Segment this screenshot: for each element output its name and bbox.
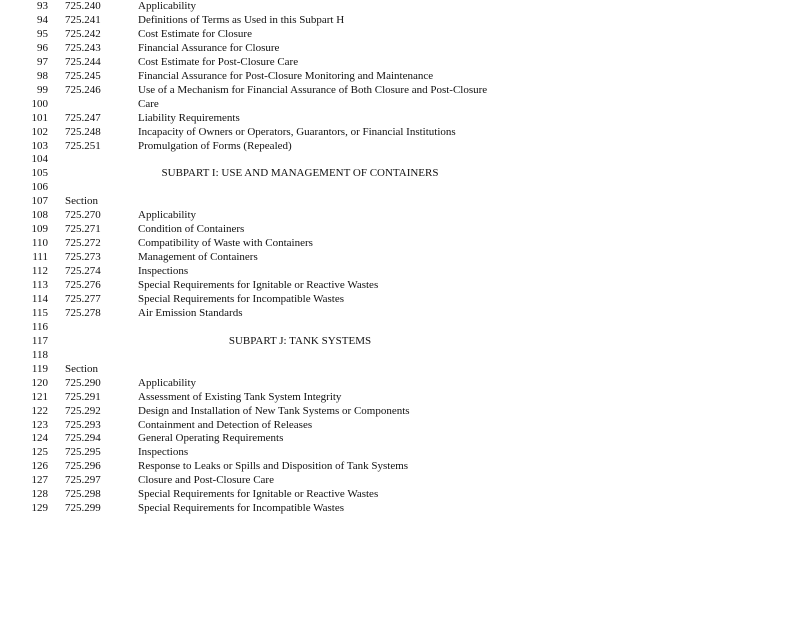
section-title: Air Emission Standards xyxy=(138,306,243,319)
section-title: Cost Estimate for Post-Closure Care xyxy=(138,55,299,68)
section-title: Incapacity of Owners or Operators, Guarantors, or Financial Institutions xyxy=(138,125,456,138)
document-line xyxy=(0,334,800,348)
document-line xyxy=(0,139,800,153)
line-number: 113 xyxy=(31,279,48,291)
section-title: Applicability xyxy=(138,209,197,222)
line-number: 99 xyxy=(37,83,48,96)
section-title: Applicability xyxy=(138,376,197,389)
section-title: Design and Installation of New Tank Systems or Components xyxy=(138,404,410,417)
line-number: 118 xyxy=(31,348,48,361)
section-number: 725.244 xyxy=(65,55,101,68)
document-line xyxy=(0,236,800,250)
document-line xyxy=(0,445,800,459)
document-line xyxy=(0,0,800,13)
section-title: Special Requirements for Ignitable or Reactive Wastes xyxy=(138,279,379,291)
document-line xyxy=(0,83,800,97)
document-line xyxy=(0,41,800,55)
section-title: Financial Assurance for Closure xyxy=(138,41,280,54)
document-line xyxy=(0,501,800,515)
section-number: 725.245 xyxy=(65,69,101,82)
document-line xyxy=(0,278,800,292)
document-line xyxy=(0,376,800,390)
subpart-heading: SUBPART I: USE AND MANAGEMENT OF CONTAINERS xyxy=(161,167,439,180)
line-number: 119 xyxy=(31,362,48,375)
section-number: Section xyxy=(65,195,98,208)
section-title: Response to Leaks or Spills and Disposition of Tank Systems xyxy=(138,460,409,473)
document-line xyxy=(0,13,800,27)
document-line xyxy=(0,473,800,487)
line-number: 107 xyxy=(31,195,48,208)
document-line xyxy=(0,459,800,473)
document-line xyxy=(0,250,800,264)
section-number: 725.248 xyxy=(65,125,101,138)
subpart-heading: SUBPART J: TANK SYSTEMS xyxy=(228,334,372,347)
section-number: 725.241 xyxy=(65,13,101,26)
line-number: 108 xyxy=(31,209,48,222)
line-number: 110 xyxy=(31,237,48,250)
section-title: Cost Estimate for Closure xyxy=(138,27,252,40)
document-line xyxy=(0,111,800,125)
line-number: 128 xyxy=(31,488,48,501)
section-number: 725.277 xyxy=(65,292,101,305)
line-number: 98 xyxy=(37,69,48,82)
section-number: 725.292 xyxy=(65,404,101,417)
document-line xyxy=(0,152,800,166)
section-title: Assessment of Existing Tank System Integrity xyxy=(138,390,342,403)
section-title: Applicability xyxy=(138,0,197,12)
line-number: 93 xyxy=(37,0,48,12)
section-number: 725.296 xyxy=(65,460,101,473)
line-number: 100 xyxy=(31,97,48,110)
section-number: 725.294 xyxy=(65,432,101,445)
line-number: 101 xyxy=(31,111,48,124)
document-line xyxy=(0,306,800,320)
line-number: 109 xyxy=(31,223,48,236)
section-number: 725.242 xyxy=(65,27,101,40)
section-title: Management of Containers xyxy=(138,251,258,264)
section-title: Inspections xyxy=(138,265,189,278)
section-title: Containment and Detection of Releases xyxy=(138,418,313,431)
line-number: 126 xyxy=(31,460,48,473)
section-number: 725.290 xyxy=(65,376,101,389)
section-number: 725.240 xyxy=(65,0,101,12)
document-line xyxy=(0,194,800,208)
line-number: 95 xyxy=(37,27,48,40)
section-title: Condition of Containers xyxy=(138,223,245,236)
section-number: 725.293 xyxy=(65,418,101,431)
line-number: 102 xyxy=(31,125,48,138)
line-number: 115 xyxy=(31,306,48,319)
line-number: 117 xyxy=(31,334,48,347)
section-title: Use of a Mechanism for Financial Assurance of Both Closure and Post-Closure xyxy=(138,83,488,96)
section-number: 725.291 xyxy=(65,390,101,403)
section-number: 725.278 xyxy=(65,306,101,319)
line-number: 129 xyxy=(31,502,48,515)
section-title: Care xyxy=(138,97,159,110)
section-number: 725.271 xyxy=(65,223,101,236)
document-line xyxy=(0,27,800,41)
document-line xyxy=(0,264,800,278)
section-number: 725.273 xyxy=(65,251,101,264)
document-line xyxy=(0,97,800,111)
section-number: 725.276 xyxy=(65,279,101,291)
document-line xyxy=(0,125,800,139)
section-title: Financial Assurance for Post-Closure Monitoring and Maintenance xyxy=(138,69,434,82)
section-number: Section xyxy=(65,362,98,375)
document-line xyxy=(0,69,800,83)
document-line xyxy=(0,390,800,404)
section-title: Definitions of Terms as Used in this Subpart H xyxy=(138,13,345,26)
section-number: 725.274 xyxy=(65,265,101,278)
line-number: 94 xyxy=(37,13,48,26)
line-number: 104 xyxy=(31,153,48,166)
section-number: 725.297 xyxy=(65,474,101,487)
document-line xyxy=(0,320,800,334)
document-line xyxy=(0,166,800,180)
document-line xyxy=(0,404,800,418)
line-number: 127 xyxy=(31,474,48,487)
line-number: 121 xyxy=(31,390,48,403)
document-line xyxy=(0,348,800,362)
line-number: 103 xyxy=(31,139,48,152)
section-number: 725.298 xyxy=(65,488,101,501)
document-line xyxy=(0,418,800,432)
line-number: 111 xyxy=(32,251,48,264)
section-title: Special Requirements for Incompatible Wastes xyxy=(138,502,345,515)
section-number: 725.272 xyxy=(65,237,101,250)
section-number: 725.295 xyxy=(65,446,101,459)
section-number: 725.243 xyxy=(65,41,101,54)
line-number: 97 xyxy=(37,55,48,68)
line-number: 123 xyxy=(31,418,48,431)
document-line xyxy=(0,208,800,222)
line-number: 116 xyxy=(31,320,48,333)
section-title: Inspections xyxy=(138,446,189,459)
document-line xyxy=(0,431,800,445)
section-title: General Operating Requirements xyxy=(138,432,284,445)
section-title: Liability Requirements xyxy=(138,111,240,124)
line-number: 125 xyxy=(31,446,48,459)
section-title: Special Requirements for Incompatible Wastes xyxy=(138,292,345,305)
line-number: 120 xyxy=(31,376,48,389)
document-line xyxy=(0,222,800,236)
line-number: 96 xyxy=(37,41,48,54)
line-number: 114 xyxy=(31,292,48,305)
line-number: 105 xyxy=(31,167,48,180)
line-number: 106 xyxy=(31,181,48,194)
document-line xyxy=(0,362,800,376)
line-number: 112 xyxy=(31,265,48,278)
document-line xyxy=(0,487,800,501)
section-number: 725.251 xyxy=(65,139,101,152)
section-number: 725.270 xyxy=(65,209,101,222)
section-title: Closure and Post-Closure Care xyxy=(138,474,274,487)
section-number: 725.246 xyxy=(65,83,101,96)
line-number: 122 xyxy=(31,404,48,417)
section-number: 725.299 xyxy=(65,502,101,515)
document-line xyxy=(0,55,800,69)
document-line xyxy=(0,292,800,306)
section-title: Compatibility of Waste with Containers xyxy=(138,237,313,250)
section-title: Special Requirements for Ignitable or Reactive Wastes xyxy=(138,488,379,501)
section-number: 725.247 xyxy=(65,111,101,124)
section-title: Promulgation of Forms (Repealed) xyxy=(138,139,292,152)
line-number: 124 xyxy=(31,432,48,445)
document-line xyxy=(0,180,800,194)
